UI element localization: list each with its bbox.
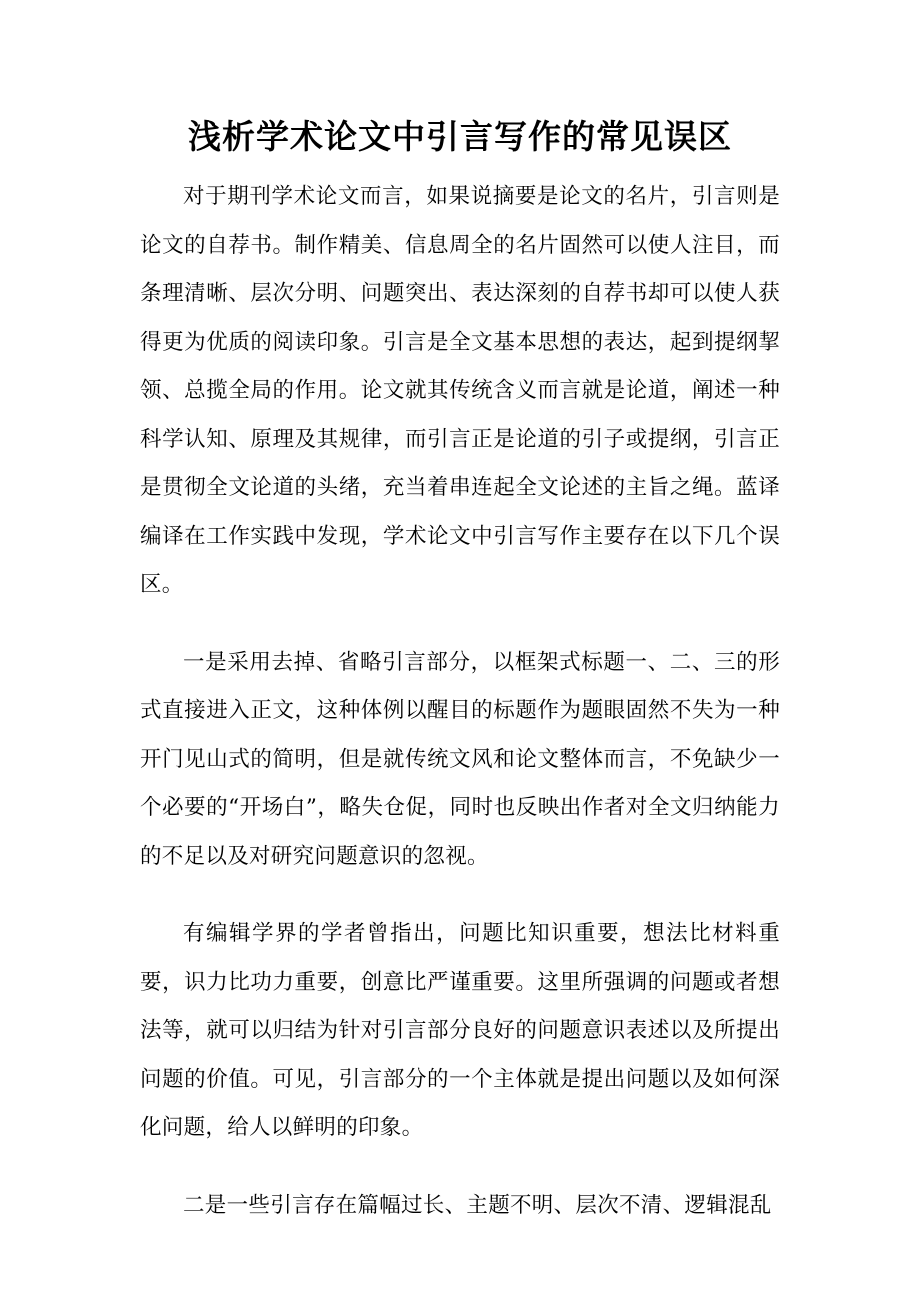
paragraph-1: 对于期刊学术论文而言，如果说摘要是论文的名片，引言则是论文的自荐书。制作精美、信息周全的名片固然可以使人注目，而条理清晰、层次分明、问题突出、表达深刻的自荐书却可以使人获得更为优质的阅读印象。引言是全文基本思想的表达，起到提纲挈领、总揽全局的作用。论文就其传统含义而言就是论道，阐述一种科学认知、原理及其规律，而引言正是论道的引子或提纲，引言正是贯彻全文论道的头绪，充当着串连起全文论述的主旨之绳。蓝译编译在工作实践中发现，学术论文中引言写作主要存在以下几个误区。 bbox=[140, 184, 780, 597]
paragraph-2: 一是采用去掉、省略引言部分，以框架式标题一、二、三的形式直接进入正文，这种体例以醒目的标题作为题眼固然不失为一种开门见山式的简明，但是就传统文风和论文整体而言，不免缺少一个必要的“开场白”，略失仓促，同时也反映出作者对全文归纳能力的不足以及对研究问题意识的忽视。 bbox=[140, 649, 780, 869]
document-title: 浅析学术论文中引言写作的常见误区 bbox=[188, 117, 732, 156]
paragraph-3: 有编辑学界的学者曾指出，问题比知识重要，想法比材料重要，识力比功力重要，创意比严谨重要。这里所强调的问题或者想法等，就可以归结为针对引言部分良好的问题意识表述以及所提出问题的价值。可见，引言部分的一个主体就是提出问题以及如何深化问题，给人以鲜明的印象。 bbox=[140, 921, 780, 1140]
paragraph-4: 二是一些引言存在篇幅过长、主题不明、层次不清、逻辑混乱 bbox=[183, 1192, 772, 1218]
document-body bbox=[140, 173, 780, 1259]
